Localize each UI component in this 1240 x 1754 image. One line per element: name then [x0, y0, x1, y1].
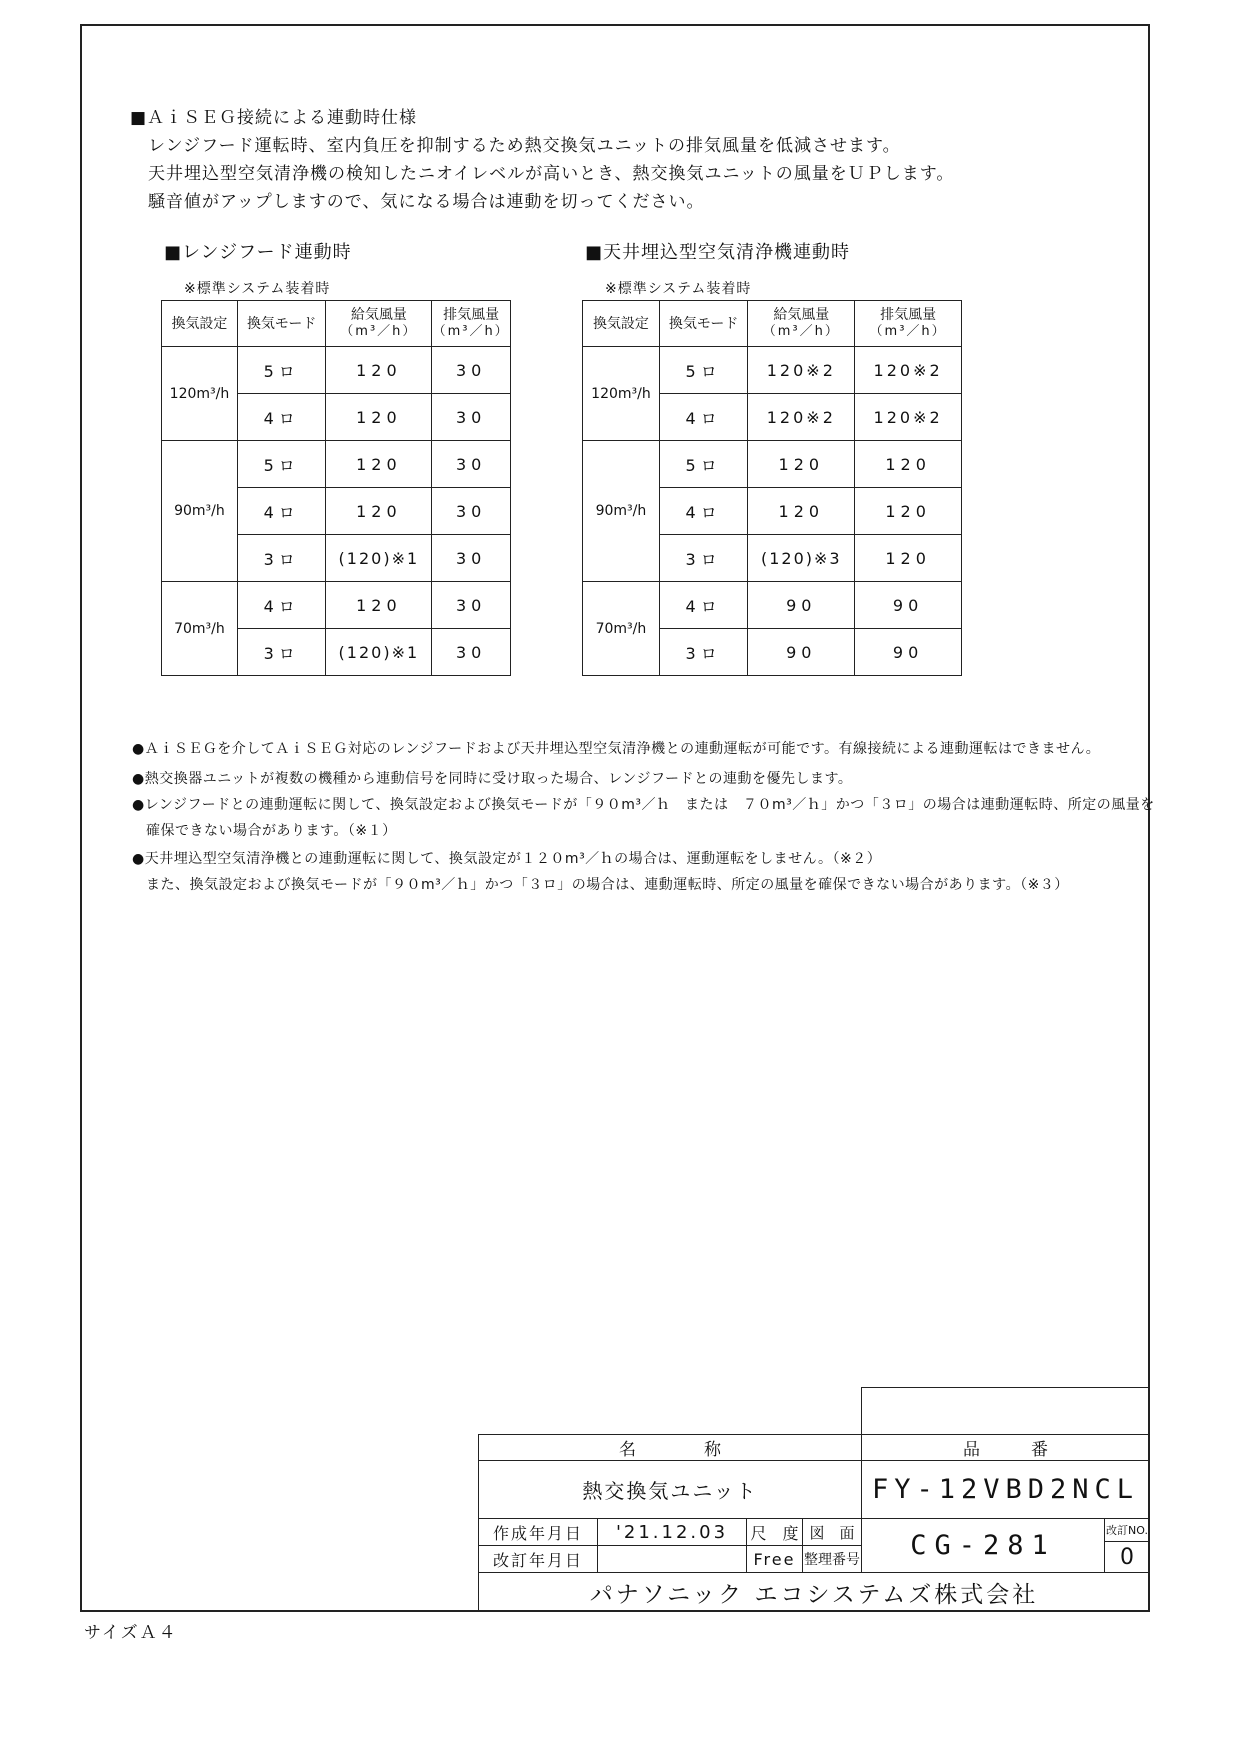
intro-line: 騒音値がアップしますので、気になる場合は連動を切ってください。 — [148, 192, 705, 212]
intro-heading: ■ＡｉＳＥＧ接続による連動時仕様 — [130, 108, 418, 128]
note-item: ●レンジフードとの連動運転に関して、換気設定および換気モードが「９０m³／ｈ または ７０m³／ｈ」かつ「３ロ」の場合は連動運転時、所定の風量を — [132, 797, 1155, 813]
rev-no-label: 改訂NO. — [1104, 1518, 1150, 1542]
paper-size-label: サイズＡ４ — [84, 1623, 178, 1643]
header-exhaust: 排気風量 （m³／h） — [432, 301, 511, 347]
rev-no-value: 0 — [1104, 1541, 1150, 1573]
header-supply: 給気風量 （m³／h） — [326, 301, 432, 347]
setting-cell: 120m³/h — [583, 347, 660, 441]
setting-cell: 90m³/h — [162, 441, 238, 582]
note-item-continued: 確保できない場合があります。（※１） — [146, 823, 397, 839]
table-row — [162, 441, 511, 488]
exhaust-cell: 30 — [432, 629, 511, 676]
mode-cell: 5ロ — [659, 441, 748, 488]
mode-cell: 3ロ — [237, 629, 326, 676]
header-mode: 換気モード — [659, 301, 748, 347]
exhaust-cell: 120※2 — [855, 347, 962, 394]
range-hood-title: ■レンジフード連動時 — [164, 242, 352, 263]
exhaust-cell: 120 — [855, 488, 962, 535]
supply-cell: 120 — [326, 441, 432, 488]
table-header-row — [162, 301, 511, 347]
supply-cell: (120)※1 — [326, 535, 432, 582]
exhaust-cell: 30 — [432, 582, 511, 629]
exhaust-cell: 30 — [432, 535, 511, 582]
exhaust-cell: 120※2 — [855, 394, 962, 441]
mode-cell: 3ロ — [659, 535, 748, 582]
supply-cell: 120 — [748, 488, 855, 535]
header-setting: 換気設定 — [583, 301, 660, 347]
note-item-continued: また、換気設定および換気モードが「９０m³／ｈ」かつ「３ロ」の場合は、連動運転時、所定の風量を確保できない場合があります。（※３） — [146, 877, 1069, 893]
company-name: パナソニック エコシステムズ株式会社 — [478, 1572, 1150, 1612]
note-item: ●熱交換器ユニットが複数の機種から連動信号を同時に受け取った場合、レンジフードとの連動を優先します。 — [132, 771, 853, 787]
mode-cell: 4ロ — [659, 488, 748, 535]
intro-line: レンジフード運転時、室内負圧を抑制するため熱交換気ユニットの排気風量を低減させます。 — [148, 136, 901, 156]
range-hood-note: ※標準システム装着時 — [184, 281, 331, 297]
header-mode: 換気モード — [237, 301, 326, 347]
scale-label: 尺 度 — [746, 1518, 803, 1546]
product-value: FY-12VBD2NCL — [861, 1460, 1150, 1519]
name-label: 名 称 — [478, 1434, 862, 1461]
intro-section — [130, 104, 954, 216]
revised-label: 改訂年月日 — [478, 1545, 598, 1573]
title-block-blank — [861, 1387, 1150, 1435]
created-value: '21.12.03 — [597, 1518, 747, 1546]
note-item: ●天井埋込型空気清浄機との連動運転に関して、換気設定が１２０m³／ｈの場合は、運動運転をしません。（※２） — [132, 851, 882, 867]
table-header-row — [583, 301, 962, 347]
setting-cell: 70m³/h — [583, 582, 660, 676]
notes-section — [132, 736, 1155, 898]
mode-cell: 3ロ — [659, 629, 748, 676]
supply-cell: 120 — [326, 347, 432, 394]
exhaust-cell: 30 — [432, 347, 511, 394]
setting-cell: 120m³/h — [162, 347, 238, 441]
mode-cell: 4ロ — [237, 582, 326, 629]
exhaust-cell: 120 — [855, 535, 962, 582]
setting-cell: 90m³/h — [583, 441, 660, 582]
mode-cell: 5ロ — [237, 441, 326, 488]
supply-cell: (120)※3 — [748, 535, 855, 582]
supply-cell: (120)※1 — [326, 629, 432, 676]
exhaust-cell: 30 — [432, 488, 511, 535]
mode-cell: 3ロ — [237, 535, 326, 582]
range-hood-table — [161, 300, 511, 676]
purifier-table — [582, 300, 962, 676]
supply-cell: 90 — [748, 629, 855, 676]
header-supply: 給気風量 （m³／h） — [748, 301, 855, 347]
supply-cell: 120 — [326, 488, 432, 535]
drawing-number: CG-281 — [861, 1518, 1105, 1573]
drawing-label-2: 整理番号 — [802, 1545, 862, 1573]
table-row — [583, 582, 962, 629]
table-row — [583, 441, 962, 488]
header-exhaust: 排気風量 （m³／h） — [855, 301, 962, 347]
purifier-title: ■天井埋込型空気清浄機連動時 — [585, 242, 851, 263]
revised-value — [597, 1545, 747, 1573]
scale-value: Free — [746, 1545, 803, 1573]
mode-cell: 4ロ — [659, 582, 748, 629]
product-label: 品 番 — [861, 1434, 1150, 1461]
name-value: 熱交換気ユニット — [478, 1460, 862, 1519]
setting-cell: 70m³/h — [162, 582, 238, 676]
mode-cell: 5ロ — [659, 347, 748, 394]
note-item: ●ＡｉＳＥＧを介してＡｉＳＥＧ対応のレンジフードおよび天井埋込型空気清浄機との連動運転が可能です。有線接続による連動運転はできません。 — [132, 741, 1101, 757]
table-row — [162, 582, 511, 629]
supply-cell: 120※2 — [748, 347, 855, 394]
supply-cell: 120※2 — [748, 394, 855, 441]
mode-cell: 4ロ — [659, 394, 748, 441]
created-label: 作成年月日 — [478, 1518, 598, 1546]
mode-cell: 4ロ — [237, 488, 326, 535]
exhaust-cell: 90 — [855, 629, 962, 676]
table-row — [583, 347, 962, 394]
exhaust-cell: 30 — [432, 394, 511, 441]
mode-cell: 4ロ — [237, 394, 326, 441]
purifier-note: ※標準システム装着時 — [605, 281, 752, 297]
table-row — [162, 347, 511, 394]
supply-cell: 120 — [326, 582, 432, 629]
intro-line: 天井埋込型空気清浄機の検知したニオイレベルが高いとき、熱交換気ユニットの風量をＵＰします。 — [148, 164, 955, 184]
drawing-label: 図 面 — [802, 1518, 862, 1546]
exhaust-cell: 30 — [432, 441, 511, 488]
supply-cell: 120 — [326, 394, 432, 441]
supply-cell: 120 — [748, 441, 855, 488]
exhaust-cell: 120 — [855, 441, 962, 488]
supply-cell: 90 — [748, 582, 855, 629]
exhaust-cell: 90 — [855, 582, 962, 629]
header-setting: 換気設定 — [162, 301, 238, 347]
mode-cell: 5ロ — [237, 347, 326, 394]
